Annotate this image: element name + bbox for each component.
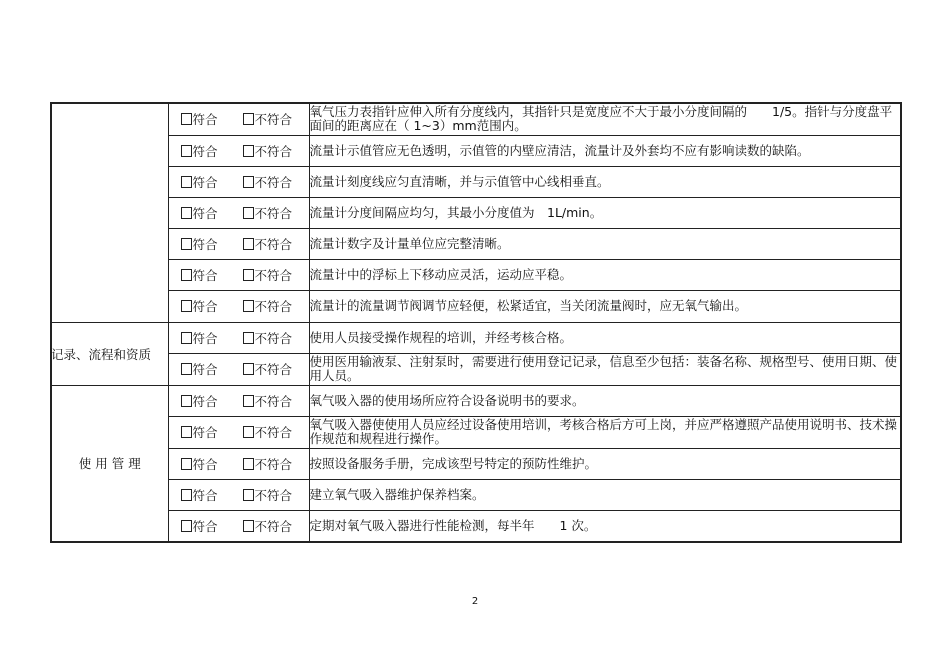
checkbox[interactable] <box>181 332 192 344</box>
table-row <box>51 259 901 290</box>
checkbox[interactable] <box>243 363 254 375</box>
checkbox[interactable] <box>181 300 192 312</box>
table-row <box>51 322 901 353</box>
noncompliant-option[interactable]: 不符合 <box>243 486 293 504</box>
checkbox[interactable] <box>243 332 254 344</box>
checkbox[interactable] <box>181 207 192 219</box>
compliance-options <box>168 510 309 542</box>
table-row <box>51 479 901 510</box>
compliance-options <box>168 135 309 166</box>
noncompliant-option[interactable]: 不符合 <box>243 297 293 315</box>
compliant-option[interactable]: 符合 <box>181 329 243 347</box>
checkbox[interactable] <box>243 207 254 219</box>
compliant-option[interactable]: 符合 <box>181 486 243 504</box>
compliant-option[interactable]: 符合 <box>181 517 243 535</box>
noncompliant-option[interactable]: 不符合 <box>243 455 293 473</box>
compliance-options <box>168 290 309 322</box>
checkbox[interactable] <box>181 113 192 125</box>
checkbox[interactable] <box>243 145 254 157</box>
noncompliant-option[interactable]: 不符合 <box>243 235 293 253</box>
checkbox[interactable] <box>181 489 192 501</box>
noncompliant-option[interactable]: 不符合 <box>243 392 293 410</box>
requirement-text: 流量计数字及计量单位应完整清晰。 <box>309 228 901 259</box>
checkbox[interactable] <box>181 363 192 375</box>
noncompliant-option[interactable]: 不符合 <box>243 329 293 347</box>
compliance-options <box>168 353 309 385</box>
category-cell <box>51 385 168 542</box>
compliance-options <box>168 385 309 416</box>
noncompliant-option[interactable]: 不符合 <box>243 204 293 222</box>
category-label: 使 用 管 理 <box>78 456 141 472</box>
checkbox[interactable] <box>181 269 192 281</box>
compliant-option[interactable]: 符合 <box>181 455 243 473</box>
compliance-options <box>168 416 309 448</box>
compliance-options <box>168 322 309 353</box>
checkbox[interactable] <box>243 426 254 438</box>
compliant-option[interactable]: 符合 <box>181 142 243 160</box>
checkbox[interactable] <box>243 520 254 532</box>
checkbox[interactable] <box>243 458 254 470</box>
noncompliant-option[interactable]: 不符合 <box>243 517 293 535</box>
checkbox[interactable] <box>243 300 254 312</box>
category-cell <box>51 103 168 322</box>
compliant-option[interactable]: 符合 <box>181 297 243 315</box>
noncompliant-option[interactable]: 不符合 <box>243 266 293 284</box>
noncompliant-option[interactable]: 不符合 <box>243 142 293 160</box>
compliant-option[interactable]: 符合 <box>181 360 243 378</box>
page-number: 2 <box>471 596 479 607</box>
compliance-options <box>168 166 309 197</box>
requirement-text: 氧气吸入器使使用人员应经过设备使用培训，考核合格后方可上岗，并应严格遵照产品使用说明书、技术操作规范和规程进行操作。 <box>309 416 901 448</box>
noncompliant-option[interactable]: 不符合 <box>243 360 293 378</box>
table-row <box>51 166 901 197</box>
table-row <box>51 353 901 385</box>
requirement-text: 定期对氧气吸入器进行性能检测，每半年 1 次。 <box>309 510 901 542</box>
checkbox[interactable] <box>243 489 254 501</box>
compliant-option[interactable]: 符合 <box>181 392 243 410</box>
category-cell <box>51 322 168 385</box>
table-row <box>51 416 901 448</box>
compliance-options <box>168 479 309 510</box>
compliant-option[interactable]: 符合 <box>181 235 243 253</box>
compliant-option[interactable]: 符合 <box>181 110 243 128</box>
requirement-text: 流量计示值管应无色透明，示值管的内壁应清洁，流量计及外套均不应有影响读数的缺陷。 <box>309 135 901 166</box>
checkbox[interactable] <box>181 145 192 157</box>
table-row <box>51 510 901 542</box>
compliance-options <box>168 259 309 290</box>
checkbox[interactable] <box>181 395 192 407</box>
inspection-checklist-table <box>50 102 902 543</box>
requirement-text: 使用医用输液泵、注射泵时，需要进行使用登记记录，信息至少包括：装备名称、规格型号、使用日期、使用人员。 <box>309 353 901 385</box>
table-row <box>51 103 901 135</box>
requirement-text: 氧气吸入器的使用场所应符合设备说明书的要求。 <box>309 385 901 416</box>
checkbox[interactable] <box>181 426 192 438</box>
requirement-text: 流量计刻度线应匀直清晰，并与示值管中心线相垂直。 <box>309 166 901 197</box>
compliant-option[interactable]: 符合 <box>181 204 243 222</box>
table-row <box>51 385 901 416</box>
table-row <box>51 228 901 259</box>
noncompliant-option[interactable]: 不符合 <box>243 423 293 441</box>
noncompliant-option[interactable]: 不符合 <box>243 173 293 191</box>
table-row <box>51 290 901 322</box>
compliant-option[interactable]: 符合 <box>181 266 243 284</box>
compliance-options <box>168 448 309 479</box>
checkbox[interactable] <box>243 269 254 281</box>
category-label: 记录、流程和资质 <box>51 346 152 362</box>
requirement-text: 流量计分度间隔应均匀，其最小分度值为 1L/min。 <box>309 197 901 228</box>
checkbox[interactable] <box>181 520 192 532</box>
table-row <box>51 197 901 228</box>
compliant-option[interactable]: 符合 <box>181 423 243 441</box>
requirement-text: 建立氧气吸入器维护保养档案。 <box>309 479 901 510</box>
checkbox[interactable] <box>181 238 192 250</box>
requirement-text: 按照设备服务手册，完成该型号特定的预防性维护。 <box>309 448 901 479</box>
table-row <box>51 135 901 166</box>
compliance-options <box>168 228 309 259</box>
compliant-option[interactable]: 符合 <box>181 173 243 191</box>
requirement-text: 流量计中的浮标上下移动应灵活，运动应平稳。 <box>309 259 901 290</box>
checkbox[interactable] <box>243 176 254 188</box>
checkbox[interactable] <box>243 395 254 407</box>
table-row <box>51 448 901 479</box>
checkbox[interactable] <box>243 238 254 250</box>
compliance-options <box>168 103 309 135</box>
requirement-text: 氧气压力表指针应伸入所有分度线内，其指针只是宽度应不大于最小分度间隔的 1/5。指针与分度盘平面间的距离应在（ 1~3）mm范围内。 <box>309 103 901 135</box>
checkbox[interactable] <box>181 176 192 188</box>
checkbox[interactable] <box>181 458 192 470</box>
compliance-options <box>168 197 309 228</box>
noncompliant-option[interactable]: 不符合 <box>243 110 293 128</box>
checkbox[interactable] <box>243 113 254 125</box>
requirement-text: 使用人员接受操作规程的培训，并经考核合格。 <box>309 322 901 353</box>
requirement-text: 流量计的流量调节阀调节应轻便，松紧适宜，当关闭流量阀时，应无氧气输出。 <box>309 290 901 322</box>
